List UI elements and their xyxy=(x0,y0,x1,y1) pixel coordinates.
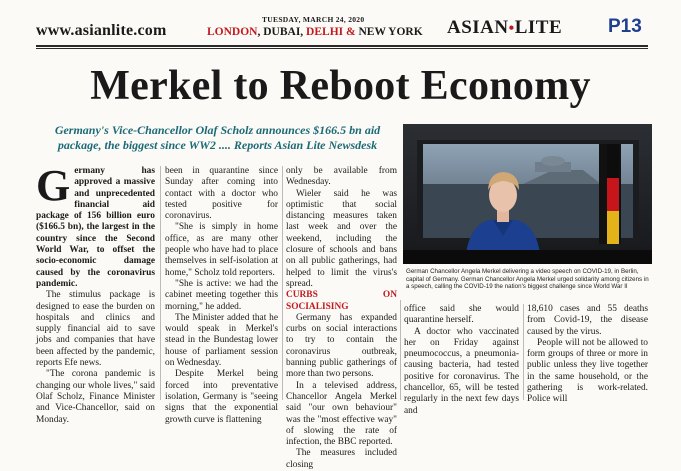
city-dubai: DUBAI xyxy=(263,26,301,38)
body-paragraph: Despite Merkel being forced into preventative isolation, Germany is "seeing signs that the exponential growth curve is flattening xyxy=(165,369,278,425)
city-separator: , xyxy=(300,26,304,38)
body-paragraph: been in quarantine since Sunday after coming into contact with a doctor who tested positive for coronavirus. xyxy=(165,166,278,222)
crosshead: CURBS ON SOCIALISING xyxy=(286,290,397,312)
edition-cities xyxy=(207,26,423,38)
body-paragraph: only be available from Wednesday. xyxy=(286,166,397,188)
merkel-speech-image xyxy=(403,124,652,264)
city-separator: , xyxy=(257,26,261,38)
body-paragraph: A doctor who vaccinated her on Friday against pneumococcus, a pneumonia-causing bacteria, had tested positive for coronavirus. The chancellor, 65, will be tested regularly in the next few days and xyxy=(404,326,519,416)
page-number: P13 xyxy=(608,16,642,37)
body-paragraph: Germany has expanded curbs on social interactions to try to contain the coronavirus outbreak, banning public gatherings of more than two persons. xyxy=(286,312,397,380)
city-new-york: NEW YORK xyxy=(358,26,423,38)
drop-cap: G xyxy=(36,161,71,210)
city-delhi: DELHI xyxy=(306,26,344,38)
column-1 xyxy=(36,161,155,426)
body-paragraph: Wieler said he was optimistic that social distancing measures taken last week and over the weekend, including the closure of schools and bans on all public gatherings, had helped to limit the virus's spread. xyxy=(286,188,397,289)
column-divider xyxy=(160,166,161,400)
body-paragraph: People will not be allowed to form groups of three or more in public unless they live together in the same household, or the gathering is work-related. Police will xyxy=(527,337,648,405)
site-url[interactable]: www.asianlite.com xyxy=(36,22,167,39)
city-ampersand: & xyxy=(346,26,356,38)
column-4 xyxy=(404,304,519,417)
headline: Merkel to Reboot Economy xyxy=(90,63,591,109)
body-paragraph: The Minister added that he would speak in Merkel's stead in the Bundestag lower house of parliament session on Wednesday. xyxy=(165,312,278,369)
body-paragraph: The stimulus package is designed to ease the burden on hospitals and clinics and supply financial aid to save jobs and companies that have been affected by the pandemic, reports Efe news. xyxy=(36,290,155,369)
city-london: LONDON xyxy=(207,26,258,38)
body-paragraph: The measures included closing xyxy=(286,448,397,470)
body-paragraph: In a televised address, Chancellor Angela Merkel said "our own behaviour" was the "most effective way" of slowing the rate of infection, the BBC reported. xyxy=(286,380,397,448)
column-divider xyxy=(523,304,524,400)
body-paragraph: 18,610 cases and 55 deaths from Covid-19, the disease caused by the virus. xyxy=(527,304,648,337)
column-5 xyxy=(527,304,648,406)
masthead-rule xyxy=(36,45,648,47)
body-paragraph: "The corona pandemic is changing our whole lives," said Olaf Scholz, Finance Minister and Vice-Chancellor, said on Monday. xyxy=(36,369,155,425)
column-2 xyxy=(165,166,278,426)
article-photo[interactable] xyxy=(403,124,652,264)
photo-caption: German Chancellor Angela Merkel delivering a video speech on COVID-19, in Berlin, capital of Germany. German Chancellor Angela Merkel urged solidarity among citizens in a speech, calling the COVID-19 the nation's biggest challenge since World War II xyxy=(406,268,649,291)
column-3 xyxy=(286,166,397,471)
masthead-rule-thin xyxy=(36,48,648,49)
column-divider xyxy=(400,300,401,400)
column-divider xyxy=(282,166,283,400)
subheadline: Germany's Vice-Chancellor Olaf Scholz announces $166.5 bn aid package, the biggest since WW2 .... Reports Asian Lite Newsdesk xyxy=(54,123,381,152)
body-paragraph: office said she would quarantine herself. xyxy=(404,304,519,326)
brand-asian: ASIAN xyxy=(447,17,509,38)
body-paragraph: "She is active: we had the cabinet meeting together this morning," he added. xyxy=(165,278,278,312)
brand-dot-icon: • xyxy=(508,20,515,37)
brand-logo xyxy=(447,17,562,39)
issue-date: TUESDAY, MARCH 24, 2020 xyxy=(262,15,365,24)
lead-paragraph: ermany has approved a massive and unprecedented financial aid package of 156 billion euro ($166.5 bn), the largest in the country since the Second World War, to offset the socio-economic damage caused by the coronavirus pandemic. xyxy=(36,166,155,289)
body-paragraph: "She is simply in home office, as are many other people who have had to place themselves in self-isolation at home," Scholz told reporters. xyxy=(165,222,278,278)
brand-lite: LITE xyxy=(514,17,563,38)
